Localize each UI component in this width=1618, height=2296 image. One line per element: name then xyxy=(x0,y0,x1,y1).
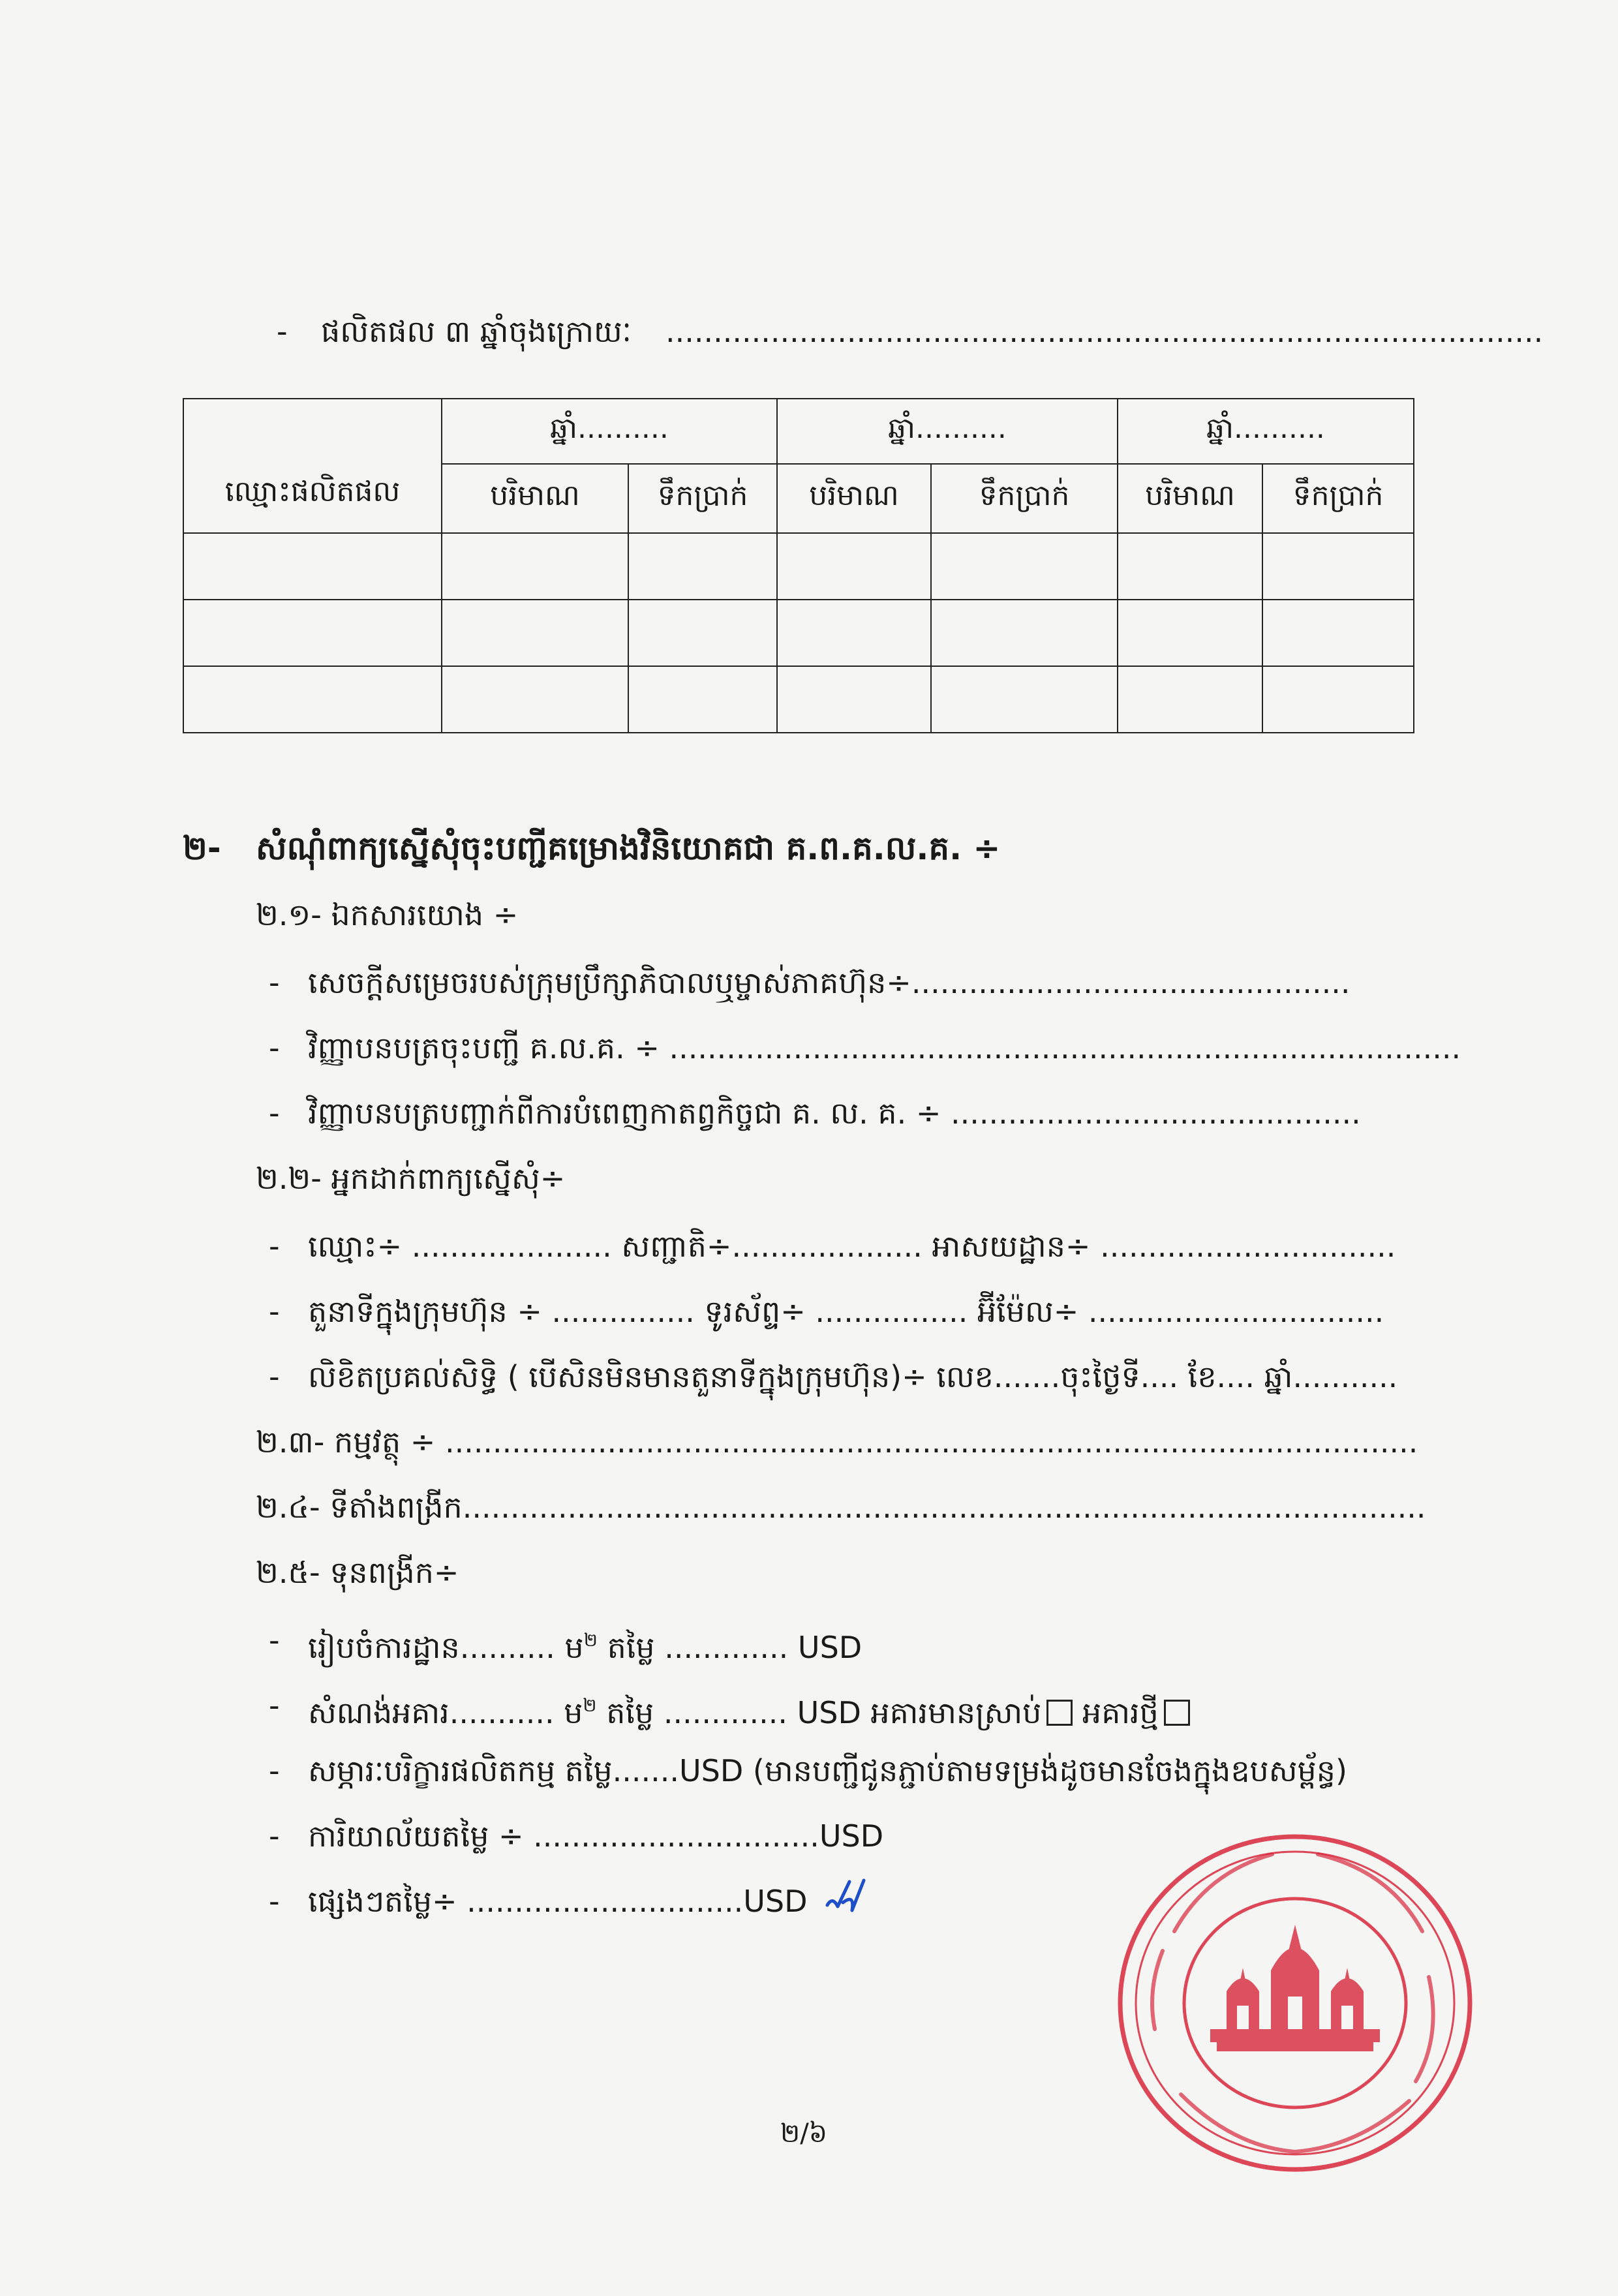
table-cell[interactable] xyxy=(777,666,931,733)
ref-doc-item-1: សេចក្តីសម្រេចរបស់ក្រុមប្រឹក្សាភិបាលឬម្ចាស់ភាគហ៊ុន÷.............................................. xyxy=(308,965,1351,1000)
list-dash: - xyxy=(269,965,280,1000)
production-table xyxy=(183,398,1414,733)
table-cell[interactable] xyxy=(931,600,1118,666)
ref-doc-item-3: វិញ្ញាបនបត្របញ្ជាក់ពីការបំពេញកាតព្វកិច្ចជា គ. ល. គ. ÷ ........................................... xyxy=(308,1095,1361,1131)
ref-doc-item-2: វិញ្ញាបនបត្រចុះបញ្ជី គ.ល.គ. ÷ ................................................................................... xyxy=(308,1030,1461,1065)
list-dash: - xyxy=(269,1753,280,1788)
square-meter-sup: ២ xyxy=(583,1694,597,1716)
subsection-2-2-heading: ២.២- អ្នកដាក់ពាក្យស្នើសុំ÷ xyxy=(256,1161,566,1196)
list-dash: - xyxy=(269,1095,280,1131)
table-cell[interactable] xyxy=(777,600,931,666)
capital-item-site-prep xyxy=(308,1621,862,1667)
table-cell[interactable] xyxy=(442,533,628,600)
table-cell[interactable] xyxy=(442,600,628,666)
table-header-row-years xyxy=(183,399,1414,464)
amount-header: ទឹកប្រាក់ xyxy=(931,464,1118,533)
quantity-header: បរិមាណ xyxy=(1118,464,1262,533)
signature-initials-icon xyxy=(823,1876,876,1916)
product-name-header: ឈ្មោះផលិតផល xyxy=(183,399,442,533)
existing-building-checkbox[interactable] xyxy=(1046,1700,1073,1726)
section2-title: សំណុំពាក្យស្នើសុំចុះបញ្ជីគម្រោងវិនិយោគជា គ.ព.គ.ល.គ. ÷ xyxy=(256,829,1001,867)
capital-item-equipment: សម្ភារៈបរិក្ខារផលិតកម្ម តម្លៃ.......USD (មានបញ្ជីជូនភ្ជាប់តាមទម្រង់ដូចមានចែងក្នុងឧបសម្ព័ន្ធ) xyxy=(308,1753,1347,1788)
table-cell[interactable] xyxy=(628,533,777,600)
intro-dash: - xyxy=(277,314,288,349)
page-number: ២/៦ xyxy=(780,2119,828,2149)
year-header-3: ឆ្នាំ.......... xyxy=(1118,399,1414,464)
list-dash: - xyxy=(269,1229,280,1264)
amount-header: ទឹកប្រាក់ xyxy=(628,464,777,533)
table-cell[interactable] xyxy=(628,600,777,666)
applicant-role-line: តួនាទីក្នុងក្រុមហ៊ុន ÷ ............... ទូរស័ព្ទ÷ ................ អ៊ីម៉ែល÷ ............................... xyxy=(308,1294,1384,1329)
capital-item-office: ការិយាល័យតម្លៃ ÷ ..............................USD xyxy=(308,1818,884,1854)
building-existing-label: តម្លៃ ............. USD អគារមានស្រាប់ xyxy=(596,1695,1042,1730)
list-dash: - xyxy=(269,1688,280,1723)
section2-number: ២- xyxy=(183,829,221,867)
intro-dots: ............................................................................................ xyxy=(665,314,1544,349)
subsection-2-3-objective: ២.៣- កម្មវត្ថុ ÷ ...................................................................................................... xyxy=(256,1424,1418,1460)
table-cell[interactable] xyxy=(1262,666,1414,733)
table-cell[interactable] xyxy=(1262,600,1414,666)
table-cell[interactable] xyxy=(628,666,777,733)
official-seal-icon xyxy=(1103,1820,1488,2186)
building-text: សំណង់អគារ........... ម xyxy=(308,1695,583,1730)
capital-item-building xyxy=(308,1686,1190,1732)
table-cell[interactable] xyxy=(183,533,442,600)
square-meter-sup: ២ xyxy=(583,1629,598,1651)
list-dash: - xyxy=(269,1623,280,1658)
table-cell[interactable] xyxy=(931,533,1118,600)
table-cell[interactable] xyxy=(777,533,931,600)
capital-item-other: ផ្សេងៗតម្លៃ÷ .............................USD xyxy=(308,1884,808,1919)
site-prep-text: រៀបចំការដ្ឋាន.......... ម xyxy=(308,1630,584,1665)
building-new-label: អគារថ្មី xyxy=(1073,1695,1159,1730)
table-cell[interactable] xyxy=(1262,533,1414,600)
subsection-2-5-heading: ២.៥- ទុនពង្រីក÷ xyxy=(256,1555,459,1590)
amount-header: ទឹកប្រាក់ xyxy=(1262,464,1414,533)
table-cell[interactable] xyxy=(442,666,628,733)
list-dash: - xyxy=(269,1359,280,1394)
table-cell[interactable] xyxy=(183,600,442,666)
subsection-2-1-heading: ២.១- ឯកសារយោង ÷ xyxy=(256,897,519,932)
table-cell[interactable] xyxy=(1118,666,1262,733)
quantity-header: បរិមាណ xyxy=(777,464,931,533)
year-header-1: ឆ្នាំ.......... xyxy=(442,399,777,464)
applicant-name-line: ឈ្មោះ÷ ..................... សញ្ជាតិ÷.................... អាសយដ្ឋាន÷ ............................... xyxy=(308,1229,1396,1264)
intro-label: ផលិតផល ៣ ឆ្នាំចុងក្រោយៈ xyxy=(321,314,632,349)
table-cell[interactable] xyxy=(183,666,442,733)
list-dash: - xyxy=(269,1884,280,1919)
table-cell[interactable] xyxy=(1118,600,1262,666)
list-dash: - xyxy=(269,1030,280,1065)
quantity-header: បរិមាណ xyxy=(442,464,628,533)
table-row xyxy=(183,666,1414,733)
table-row xyxy=(183,600,1414,666)
list-dash: - xyxy=(269,1294,280,1329)
site-prep-price: តម្លៃ ............. USD xyxy=(597,1630,862,1665)
new-building-checkbox[interactable] xyxy=(1164,1700,1190,1726)
authorization-letter-line: លិខិតប្រគល់សិទ្ធិ ( បើសិនមិនមានតួនាទីក្នុងក្រុមហ៊ុន)÷ លេខ.......ចុះថ្ងៃទី.... ខែ.... ឆ្នាំ........... xyxy=(308,1359,1398,1394)
table-row xyxy=(183,533,1414,600)
year-header-2: ឆ្នាំ.......... xyxy=(777,399,1118,464)
table-cell[interactable] xyxy=(1118,533,1262,600)
subsection-2-4-location: ២.៤- ទីតាំងពង្រីក..................................................................................................... xyxy=(256,1490,1426,1525)
list-dash: - xyxy=(269,1818,280,1854)
table-cell[interactable] xyxy=(931,666,1118,733)
